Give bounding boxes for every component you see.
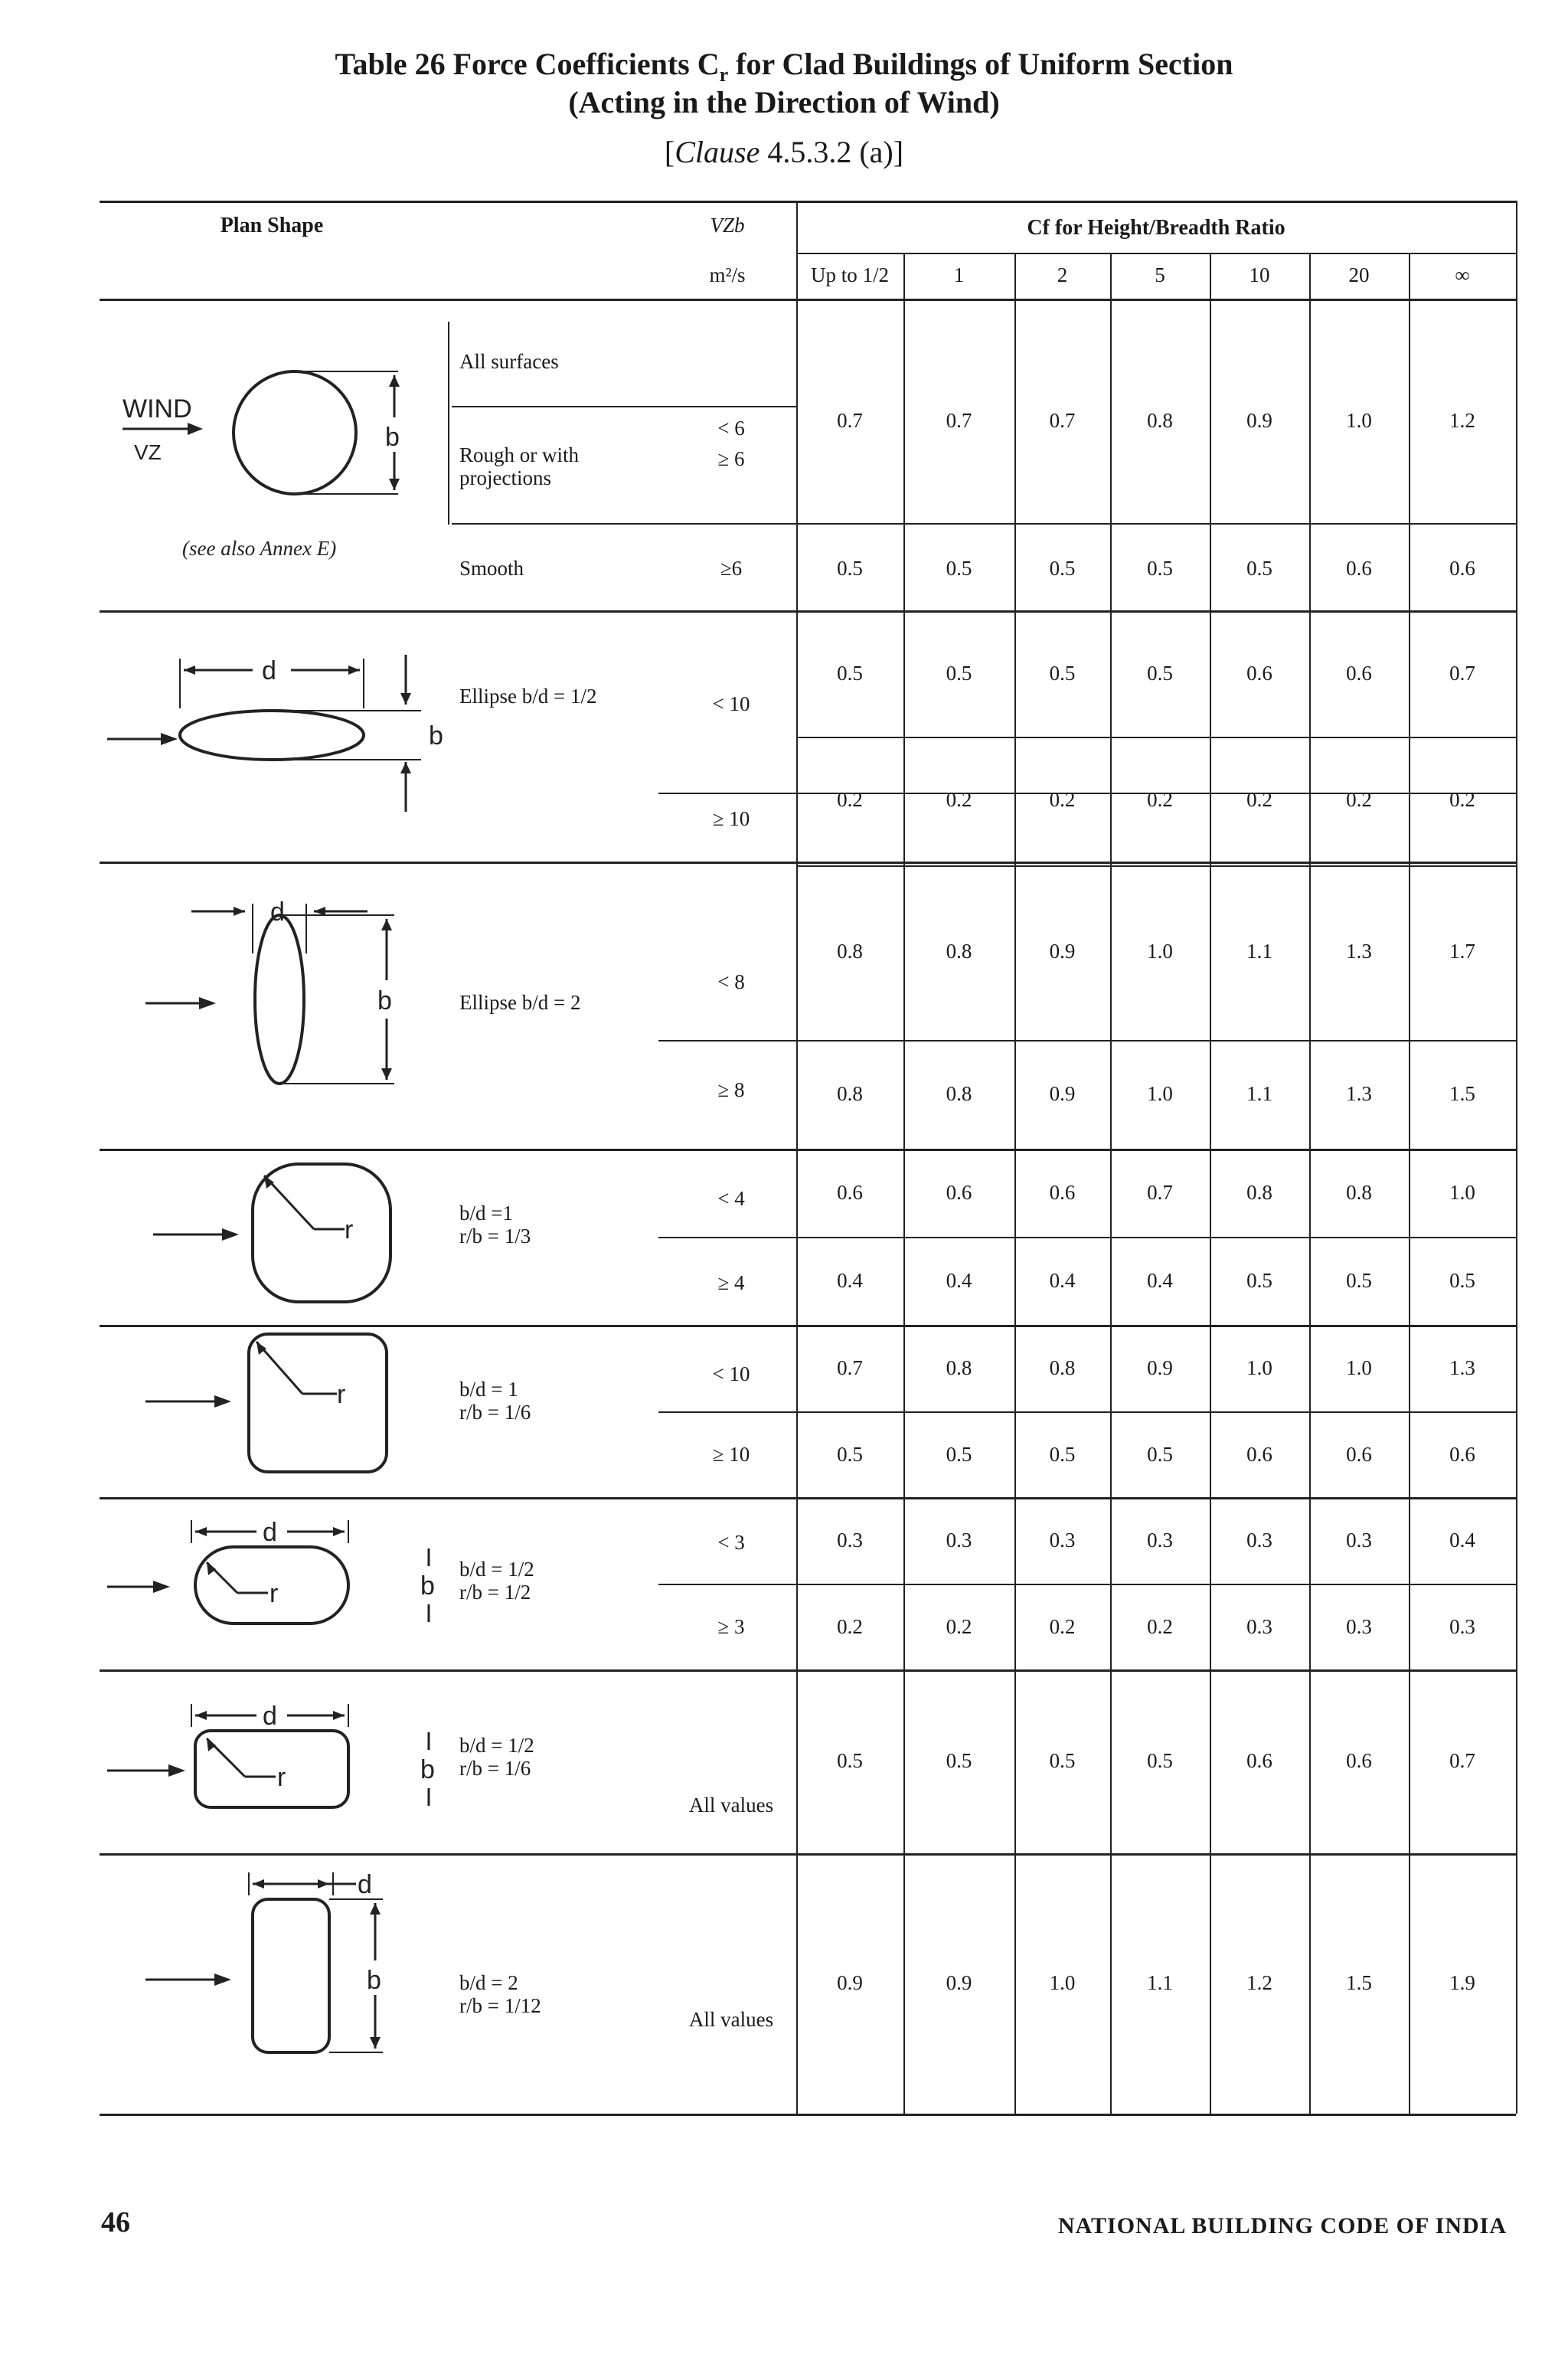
coefficient-value: 0.3 xyxy=(1147,1529,1173,1552)
coefficient-value: 0.5 xyxy=(946,1443,972,1467)
coefficient-value: 0.7 xyxy=(1449,1749,1475,1773)
coefficient-value: 1.0 xyxy=(1346,1356,1372,1380)
coefficient-value: 0.5 xyxy=(1049,556,1076,580)
arrow-right-icon xyxy=(168,1764,185,1777)
row-vzb: ≥ 10 xyxy=(712,807,750,831)
coefficient-value: 0.6 xyxy=(946,1181,972,1205)
coefficient-value: 0.2 xyxy=(1346,788,1372,812)
row-description: b/d = 1/2 r/b = 1/2 xyxy=(459,1558,534,1604)
coefficient-value: 0.5 xyxy=(837,662,863,685)
ratio-header: Up to 1/2 xyxy=(810,263,889,287)
coefficient-value: 0.4 xyxy=(837,1269,863,1293)
coefficient-value: 0.4 xyxy=(1049,1269,1076,1293)
coefficient-value: 0.2 xyxy=(1147,1615,1173,1639)
coefficient-value: 0.9 xyxy=(837,1971,863,1995)
coefficient-value: 0.7 xyxy=(1449,662,1475,685)
coefficient-value: 1.2 xyxy=(1449,409,1475,433)
ratio-header: 20 xyxy=(1348,263,1370,287)
cf-title-header: Cf for Height/Breadth Ratio xyxy=(1027,215,1285,240)
vz-label: VZ xyxy=(134,440,162,464)
b-label: b xyxy=(429,721,443,750)
coefficient-value: 1.3 xyxy=(1346,1082,1372,1106)
b-label: b xyxy=(385,423,400,452)
coefficient-value: 0.6 xyxy=(1246,662,1272,685)
coefficient-value: 0.5 xyxy=(1049,1443,1076,1467)
coefficient-value: 0.9 xyxy=(1246,409,1272,433)
row-vzb: ≥ 4 xyxy=(717,1271,745,1295)
coefficient-value: 1.2 xyxy=(1246,1971,1272,1995)
row-description: b/d =1 r/b = 1/3 xyxy=(459,1202,531,1248)
coefficient-value: 1.5 xyxy=(1346,1971,1372,1995)
row-vzb: < 3 xyxy=(717,1531,745,1555)
coefficient-value: 0.3 xyxy=(1246,1529,1272,1552)
row-divider xyxy=(452,523,1516,525)
b-label: b xyxy=(420,1571,435,1601)
coefficient-value: 0.2 xyxy=(837,788,863,812)
coefficient-value: 0.8 xyxy=(1049,1356,1076,1380)
coefficient-value: 1.1 xyxy=(1147,1971,1173,1995)
coefficient-value: 1.3 xyxy=(1449,1356,1475,1380)
coefficient-value: 0.5 xyxy=(837,1749,863,1773)
coefficient-value: 0.8 xyxy=(837,939,863,963)
coefficient-value: 0.8 xyxy=(946,939,972,963)
coefficient-value: 0.8 xyxy=(1346,1181,1372,1205)
coefficient-value: 0.2 xyxy=(837,1615,863,1639)
coefficient-value: 0.8 xyxy=(1246,1181,1272,1205)
r-label: r xyxy=(345,1215,354,1244)
coefficient-value: 0.5 xyxy=(1147,662,1173,685)
coefficient-value: 0.8 xyxy=(1147,409,1173,433)
wind-label: WIND xyxy=(122,394,192,423)
row-vzb: ≥ 3 xyxy=(717,1615,745,1639)
coefficient-value: 0.3 xyxy=(1449,1615,1475,1639)
column-divider xyxy=(1516,201,1517,2114)
coefficient-value: 0.5 xyxy=(946,556,972,580)
coefficient-value: 0.2 xyxy=(946,788,972,812)
table-subtitle: (Acting in the Direction of Wind) xyxy=(568,85,1000,119)
plan-shape-figures xyxy=(92,0,521,2129)
row-vzb: < 10 xyxy=(712,1362,750,1386)
arrow-right-icon xyxy=(214,1973,231,1986)
coefficient-value: 0.3 xyxy=(1346,1615,1372,1639)
coefficient-value: 0.3 xyxy=(946,1529,972,1552)
coefficient-value: 0.8 xyxy=(946,1082,972,1106)
row-vzb: < 6 xyxy=(717,417,745,440)
row-description: Rough or with projections xyxy=(459,443,580,489)
row-description: b/d = 1 r/b = 1/6 xyxy=(459,1378,531,1424)
row-vzb: ≥ 10 xyxy=(712,1443,750,1467)
row-description: All surfaces xyxy=(459,349,559,373)
row-description: b/d = 2 r/b = 1/12 xyxy=(459,1971,541,2017)
wind-arrow-icon xyxy=(188,423,203,435)
coefficient-value: 0.2 xyxy=(1449,788,1475,812)
r-label: r xyxy=(277,1763,286,1792)
row-vzb: < 8 xyxy=(717,970,745,993)
coefficient-value: 0.5 xyxy=(1049,1749,1076,1773)
vzb-header: VZb xyxy=(710,214,745,237)
coefficient-value: 0.5 xyxy=(946,1749,972,1773)
circle-shape-icon xyxy=(234,371,356,494)
row-vzb: ≥ 6 xyxy=(717,447,745,471)
ratio-header: 1 xyxy=(953,263,965,287)
row-vzb: ≥6 xyxy=(720,556,743,580)
d-label: d xyxy=(262,656,276,685)
coefficient-value: 0.9 xyxy=(1147,1356,1173,1380)
coefficient-value: 1.0 xyxy=(1147,939,1173,963)
plan-shape-header: Plan Shape xyxy=(220,213,324,237)
coefficient-value: 0.5 xyxy=(1246,556,1272,580)
coefficient-value: 1.1 xyxy=(1246,939,1272,963)
coefficient-value: 0.4 xyxy=(946,1269,972,1293)
coefficient-value: 0.3 xyxy=(1346,1529,1372,1552)
row-vzb: < 4 xyxy=(717,1187,745,1211)
coefficient-value: 0.5 xyxy=(837,1443,863,1467)
coefficient-value: 0.7 xyxy=(837,409,863,433)
coefficient-value: 0.2 xyxy=(1049,788,1076,812)
coefficient-value: 1.9 xyxy=(1449,1971,1475,1995)
coefficient-value: 0.7 xyxy=(1049,409,1076,433)
publication-name: NATIONAL BUILDING CODE OF INDIA xyxy=(1057,2213,1507,2238)
ellipse-double-shape-icon xyxy=(255,915,304,1084)
coefficient-value: 0.6 xyxy=(1346,1443,1372,1467)
coefficient-value: 1.7 xyxy=(1449,939,1475,963)
arrow-right-icon xyxy=(222,1228,239,1241)
coefficient-value: 1.0 xyxy=(1049,1971,1076,1995)
coefficient-value: 0.2 xyxy=(1049,1615,1076,1639)
rounded-rect-half-sixth-icon xyxy=(195,1731,348,1807)
ratio-header: 10 xyxy=(1249,263,1270,287)
ellipse-half-shape-icon xyxy=(180,711,364,760)
table-title: Table 26 Force Coefficients $C_r$ for Clad Buildings of Uniform Section xyxy=(335,47,1233,86)
tall-rounded-rect-icon xyxy=(253,1899,329,2052)
coefficient-value: 0.7 xyxy=(837,1356,863,1380)
row-description: b/d = 1/2 r/b = 1/6 xyxy=(459,1734,534,1780)
coefficient-value: 0.2 xyxy=(946,1615,972,1639)
arrow-right-icon xyxy=(153,1581,170,1593)
ratio-header: 2 xyxy=(1057,263,1068,287)
row-description: Ellipse b/d = 1/2 xyxy=(459,685,597,708)
r-label: r xyxy=(270,1579,279,1608)
coefficient-value: 0.5 xyxy=(946,662,972,685)
coefficient-value: 0.5 xyxy=(837,556,863,580)
coefficient-value: 1.0 xyxy=(1346,409,1372,433)
coefficient-value: 1.1 xyxy=(1246,1082,1272,1106)
arrow-right-icon xyxy=(214,1395,231,1408)
row-description: Smooth xyxy=(459,556,524,580)
b-label: b xyxy=(420,1755,435,1784)
coefficient-value: 1.5 xyxy=(1449,1082,1475,1106)
row-vzb: All values xyxy=(688,1794,774,1817)
r-label: r xyxy=(337,1380,346,1409)
units-header: m²/s xyxy=(709,263,746,287)
coefficient-value: 1.0 xyxy=(1246,1356,1272,1380)
coefficient-value: 0.6 xyxy=(1449,556,1475,580)
coefficient-value: 0.6 xyxy=(1246,1749,1272,1773)
coefficient-value: 0.5 xyxy=(1246,1269,1272,1293)
d-label: d xyxy=(263,1518,277,1547)
ratio-header: 5 xyxy=(1155,263,1165,287)
coefficient-value: 0.2 xyxy=(1147,788,1173,812)
clause-reference: [Clause 4.5.3.2 (a)] xyxy=(664,135,904,169)
coefficient-value: 0.6 xyxy=(837,1181,863,1205)
d-label: d xyxy=(263,1702,277,1731)
coefficient-value: 1.0 xyxy=(1449,1181,1475,1205)
coefficient-value: 1.3 xyxy=(1346,939,1372,963)
coefficient-value: 0.5 xyxy=(1147,556,1173,580)
coefficient-value: 0.6 xyxy=(1246,1443,1272,1467)
coefficient-value: 0.9 xyxy=(1049,939,1076,963)
coefficient-value: 0.3 xyxy=(1246,1615,1272,1639)
coefficient-value: 0.6 xyxy=(1346,556,1372,580)
coefficient-value: 0.7 xyxy=(946,409,972,433)
coefficient-value: 0.6 xyxy=(1346,1749,1372,1773)
coefficient-value: 0.8 xyxy=(946,1356,972,1380)
coefficient-value: 0.9 xyxy=(1049,1082,1076,1106)
row-description: Ellipse b/d = 2 xyxy=(459,991,581,1015)
coefficient-value: 0.5 xyxy=(1346,1269,1372,1293)
coefficient-value: 0.3 xyxy=(837,1529,863,1552)
coefficient-value: 0.3 xyxy=(1049,1529,1076,1552)
row-vzb: < 10 xyxy=(712,692,750,716)
arrow-right-icon xyxy=(199,997,216,1009)
coefficient-value: 0.8 xyxy=(837,1082,863,1106)
coefficient-value: 0.6 xyxy=(1049,1181,1076,1205)
d-label: d xyxy=(358,1870,372,1899)
coefficient-value: 0.7 xyxy=(1147,1181,1173,1205)
coefficient-value: 0.5 xyxy=(1049,662,1076,685)
coefficient-value: 0.5 xyxy=(1147,1749,1173,1773)
coefficient-value: 0.2 xyxy=(1246,788,1272,812)
ratio-header: ∞ xyxy=(1455,263,1470,287)
page-number: 46 xyxy=(101,2206,130,2238)
coefficient-value: 0.5 xyxy=(1147,1443,1173,1467)
coefficient-value: 0.6 xyxy=(1346,662,1372,685)
coefficient-value: 0.5 xyxy=(1449,1269,1475,1293)
annex-note: (see also Annex E) xyxy=(182,537,337,560)
d-label: d xyxy=(270,898,285,927)
coefficient-value: 0.9 xyxy=(946,1971,972,1995)
arrow-right-icon xyxy=(161,733,178,745)
b-label: b xyxy=(367,1966,381,1995)
b-label: b xyxy=(377,986,392,1015)
coefficient-value: 0.4 xyxy=(1147,1269,1173,1293)
row-vzb: ≥ 8 xyxy=(717,1078,745,1102)
coefficient-value: 0.6 xyxy=(1449,1443,1475,1467)
coefficient-value: 0.4 xyxy=(1449,1529,1475,1552)
coefficient-value: 1.0 xyxy=(1147,1082,1173,1106)
row-vzb: All values xyxy=(688,2008,774,2032)
